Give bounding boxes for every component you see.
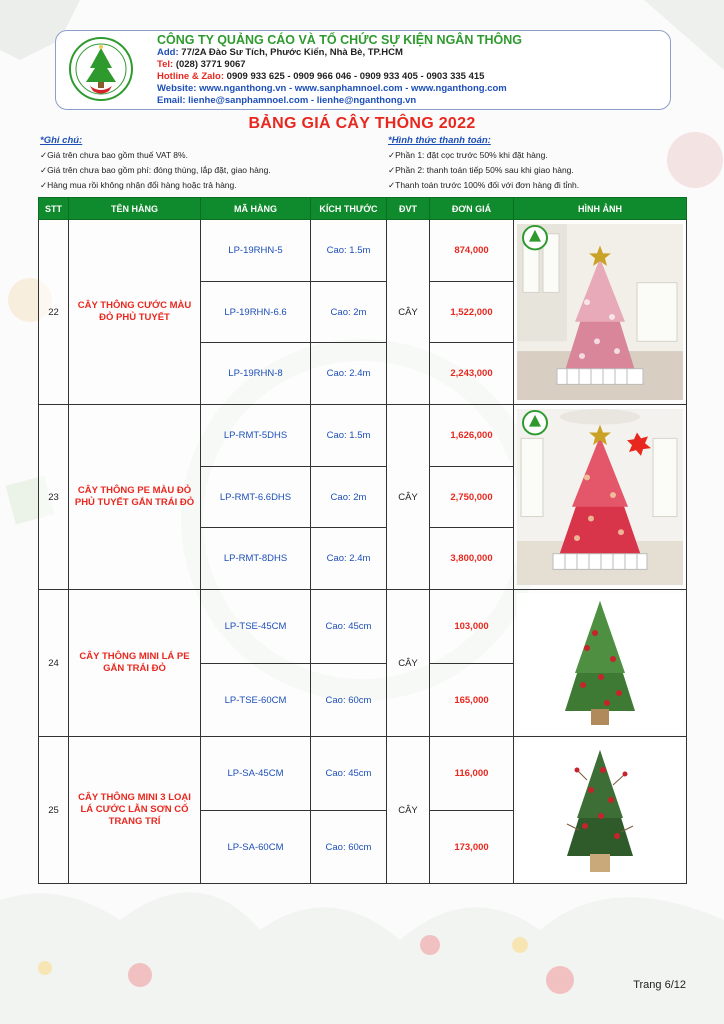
price-cell: 2,750,000 [430,467,514,528]
column-header: KÍCH THƯỚC [311,198,387,220]
price-cell: 1,626,000 [430,405,514,467]
price-cell: 173,000 [430,811,514,884]
product-name: CÂY THÔNG PE MÀU ĐỎ PHỦ TUYẾT GẮN TRÁI ĐỎ [69,405,201,590]
product-code: LP-TSE-60CM [201,664,311,737]
product-size: Cao: 45cm [311,590,387,664]
unit-cell: CÂY [387,405,430,590]
stt-cell: 23 [39,405,69,590]
column-header: TÊN HÀNG [69,198,201,220]
column-header: HÌNH ẢNH [514,198,687,220]
stt-cell: 25 [39,737,69,884]
table-row [39,220,687,282]
column-header: ĐƠN GIÁ [430,198,514,220]
product-code: LP-TSE-45CM [201,590,311,664]
website-line: Website: www.nganthong.vn - www.sanphamnoel.com - www.nganthong.com [157,83,507,94]
address-line: Add: 77/2A Đào Sư Tích, Phước Kiển, Nhà Bè, TP.HCM [157,47,403,58]
payment-item: ✓Phần 1: đặt cọc trước 50% khi đặt hàng. [388,150,548,160]
table-row [39,737,687,811]
note-item: ✓Giá trên chưa bao gồm thuế VAT 8%. [40,150,188,160]
note-item: ✓Giá trên chưa bao gồm phí: đóng thùng, lắp đặt, giao hàng. [40,165,271,175]
product-image-cell [514,220,687,405]
product-name: CÂY THÔNG MINI LÁ PE GẮN TRÁI ĐỎ [69,590,201,737]
payment-section [388,133,579,193]
product-size: Cao: 2m [311,282,387,343]
column-header: STT [39,198,69,220]
stt-cell: 24 [39,590,69,737]
email-line: Email: lienhe@sanphamnoel.com - lienhe@nganthong.vn [157,95,417,106]
price-cell: 3,800,000 [430,528,514,590]
payment-heading: *Hình thức thanh toán: [388,135,491,146]
product-code: LP-19RHN-6.6 [201,282,311,343]
price-cell: 874,000 [430,220,514,282]
product-size: Cao: 1.5m [311,405,387,467]
product-name: CÂY THÔNG CƯỚC MÀU ĐỎ PHỦ TUYẾT [69,220,201,405]
notes-heading: *Ghi chú: [40,135,83,146]
product-image-cell [514,590,687,737]
product-code: LP-RMT-8DHS [201,528,311,590]
tel-line: Tel: (028) 3771 9067 [157,59,246,70]
mini-pe-tree-photo [517,593,683,733]
payment-item: ✓Phần 2: thanh toán tiếp 50% sau khi giao hàng. [388,165,574,175]
notes-section [40,133,271,193]
page-number: Trang 6/12 [633,979,686,991]
product-size: Cao: 2.4m [311,528,387,590]
table-row [39,405,687,467]
product-image-cell [514,405,687,590]
mini-mixed-tree-photo [517,740,683,880]
page-title: BẢNG GIÁ CÂY THÔNG 2022 [248,115,476,132]
column-header: ĐVT [387,198,430,220]
stt-cell: 22 [39,220,69,405]
product-size: Cao: 1.5m [311,220,387,282]
payment-item: ✓Thanh toán trước 100% đối với đơn hàng đi tỉnh. [388,180,580,190]
price-cell: 1,522,000 [430,282,514,343]
unit-cell: CÂY [387,737,430,884]
price-table [38,197,687,884]
product-name: CÂY THÔNG MINI 3 LOẠI LÁ CƯỚC LẪN SƠN CỐ TRANG TRÍ [69,737,201,884]
price-cell: 2,243,000 [430,343,514,405]
hotline-line: Hotline & Zalo: 0909 933 625 - 0909 966 046 - 0909 933 405 - 0903 335 415 [157,71,485,82]
company-info [157,33,522,107]
company-logo [68,36,134,102]
unit-cell: CÂY [387,220,430,405]
product-size: Cao: 60cm [311,811,387,884]
pink-flocked-tree-photo [517,224,683,400]
company-name: CÔNG TY QUẢNG CÁO VÀ TỔ CHỨC SỰ KIỆN NGÂN THÔNG [157,33,522,47]
product-code: LP-19RHN-5 [201,220,311,282]
product-size: Cao: 45cm [311,737,387,811]
product-code: LP-RMT-5DHS [201,405,311,467]
red-flocked-tree-photo [517,409,683,585]
table-header-row [39,198,687,220]
unit-cell: CÂY [387,590,430,737]
table-row [39,590,687,664]
note-item: ✓Hàng mua rồi không nhận đổi hàng hoặc trả hàng. [40,180,237,190]
price-cell: 103,000 [430,590,514,664]
product-code: LP-SA-45CM [201,737,311,811]
product-size: Cao: 2.4m [311,343,387,405]
price-cell: 165,000 [430,664,514,737]
product-code: LP-RMT-6.6DHS [201,467,311,528]
product-size: Cao: 2m [311,467,387,528]
product-image-cell [514,737,687,884]
price-cell: 116,000 [430,737,514,811]
product-code: LP-19RHN-8 [201,343,311,405]
product-size: Cao: 60cm [311,664,387,737]
product-code: LP-SA-60CM [201,811,311,884]
column-header: MÃ HÀNG [201,198,311,220]
